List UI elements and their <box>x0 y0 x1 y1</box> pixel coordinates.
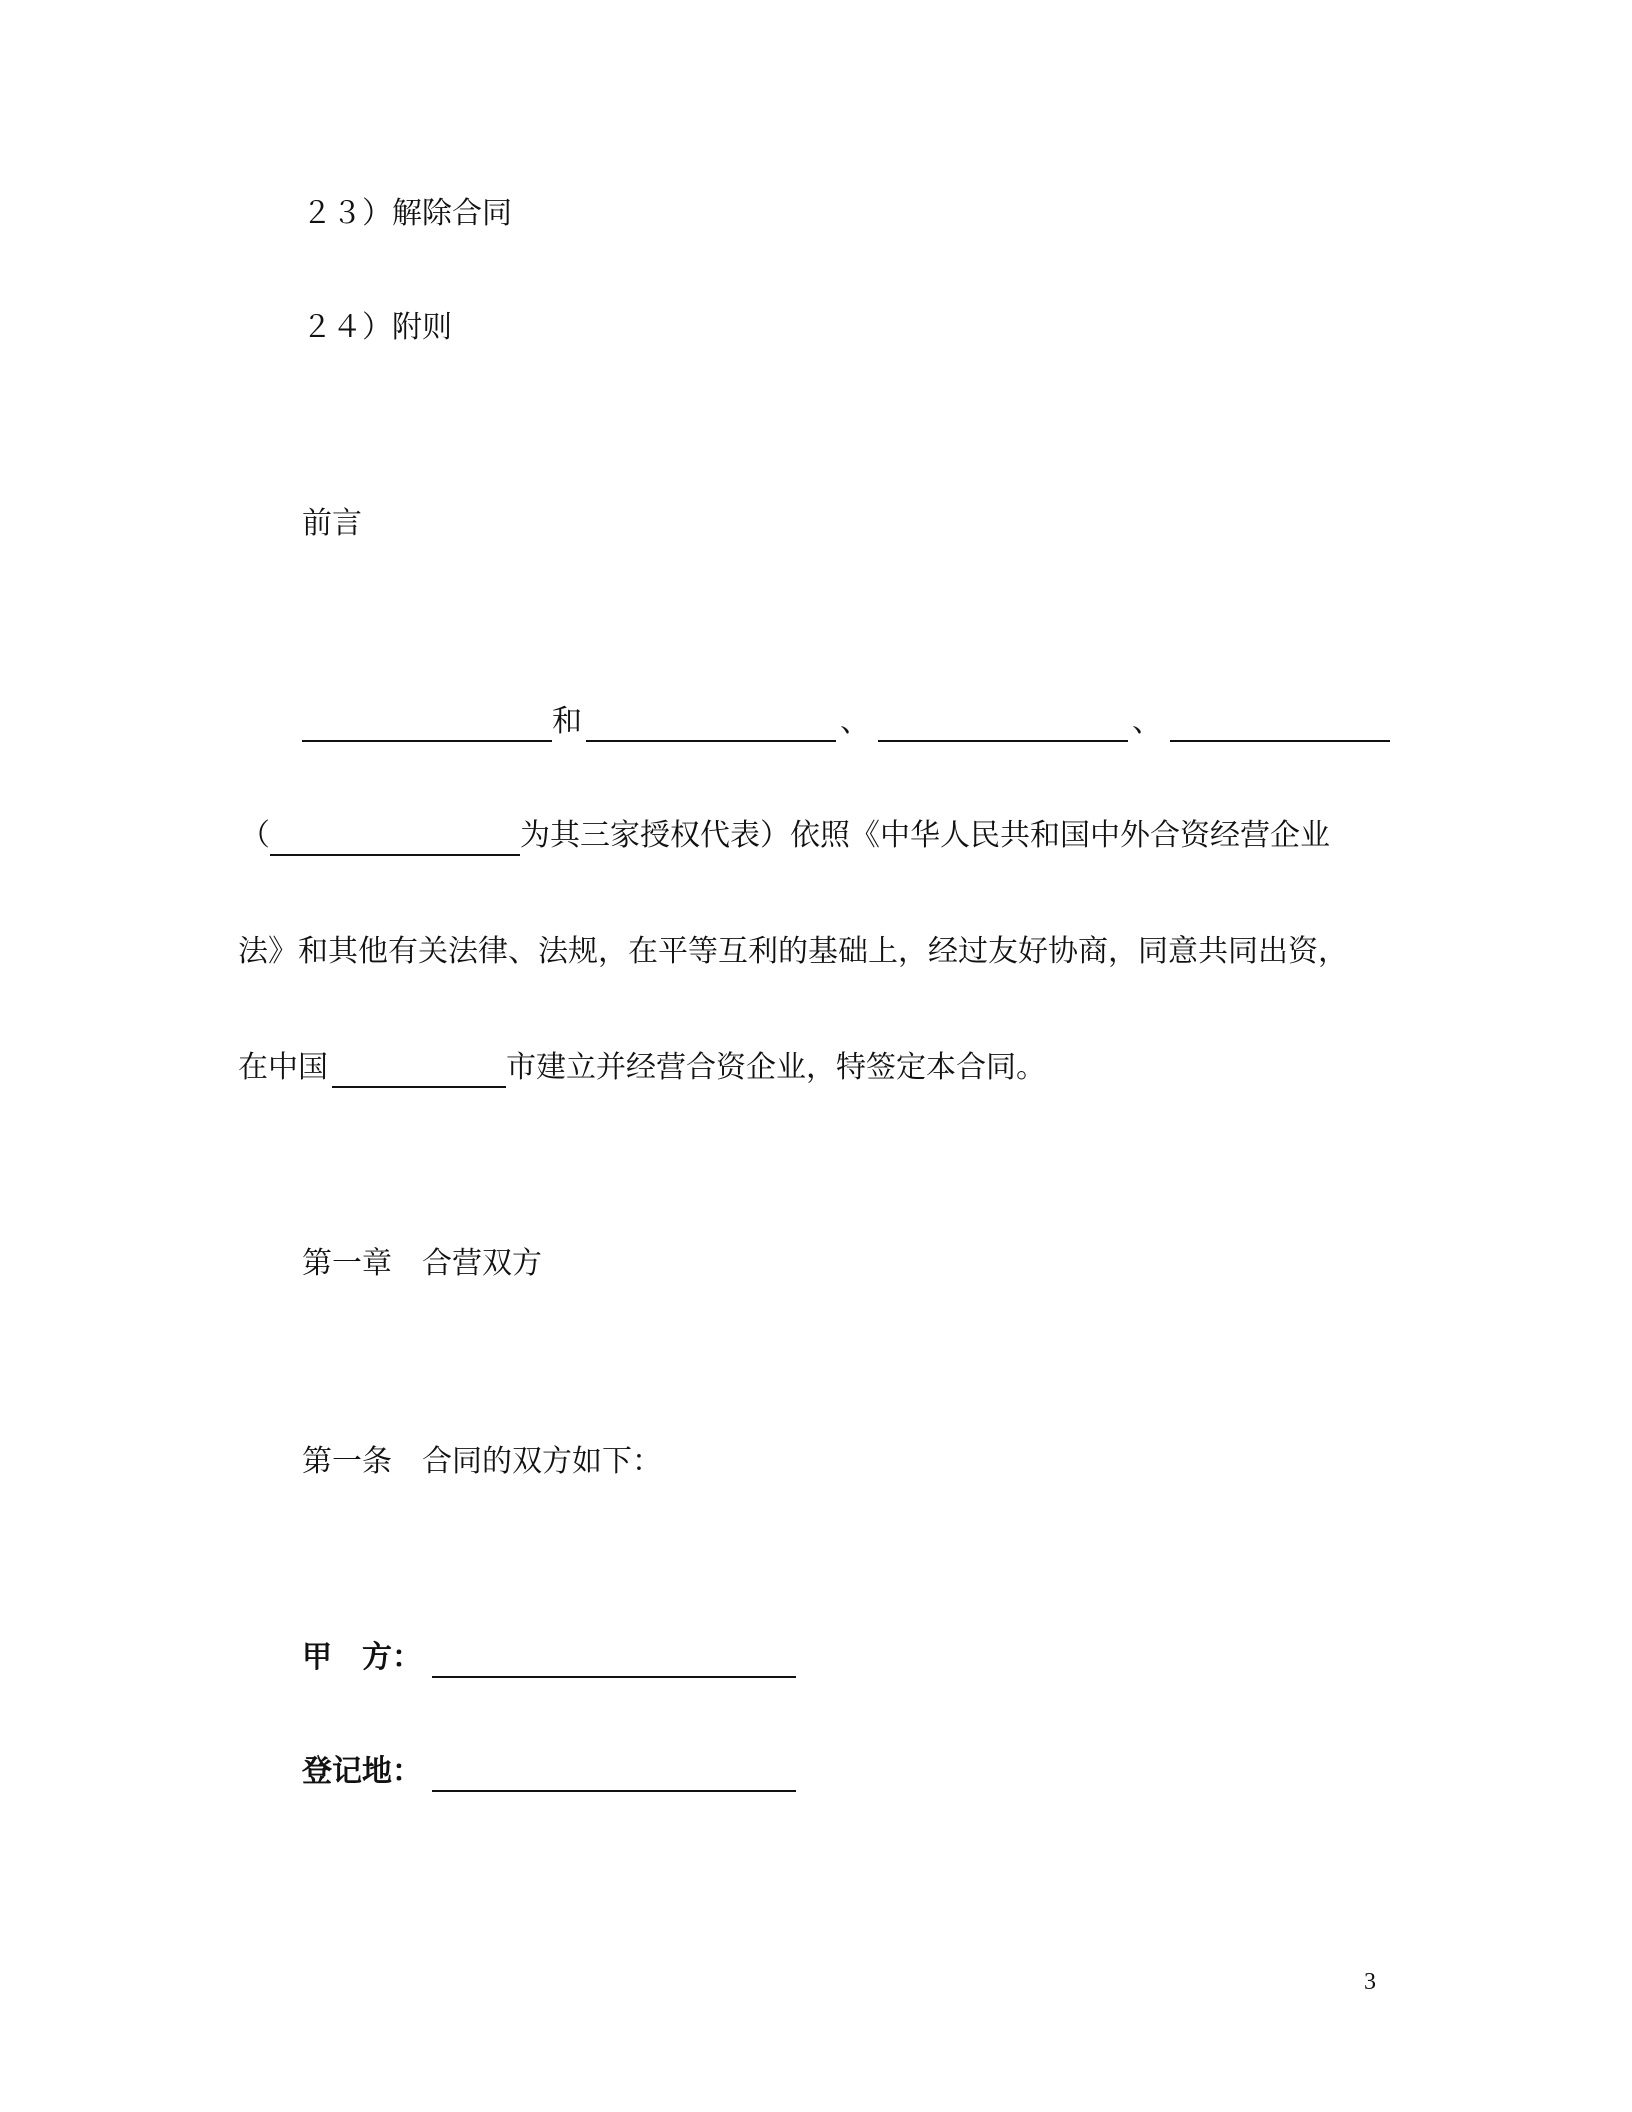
blank-representative <box>270 820 520 856</box>
blank-party-2 <box>586 706 836 742</box>
blank-party-1 <box>302 706 552 742</box>
blank-registration-place <box>432 1756 796 1792</box>
preface-line-4-prefix: 在中国 <box>238 1050 328 1085</box>
blank-city <box>332 1052 506 1088</box>
preface-line-1 <box>302 702 1390 742</box>
chapter-1-heading: 第一章 合营双方 <box>302 1246 542 1281</box>
preface-heading: 前言 <box>302 506 362 541</box>
preface-line-3: 法》和其他有关法律、法规，在平等互利的基础上，经过友好协商，同意共同出资， <box>238 934 1348 969</box>
preface-line-4-suffix: 市建立并经营合资企业，特签定本合同。 <box>506 1050 1046 1085</box>
preface-line-4 <box>238 1048 1046 1088</box>
preface-line-2-text: 为其三家授权代表）依照《中华人民共和国中外合资经营企业 <box>520 818 1330 853</box>
and-text: 和 <box>552 704 582 739</box>
open-paren: （ <box>240 818 270 853</box>
party-a-label: 甲 方： <box>302 1640 422 1675</box>
registration-label: 登记地： <box>302 1754 422 1789</box>
registration-row <box>302 1752 796 1792</box>
separator-1: 、 <box>840 704 870 739</box>
toc-item-24: ２４）附则 <box>302 310 452 345</box>
preface-line-2 <box>240 816 1330 856</box>
article-1-heading: 第一条 合同的双方如下： <box>302 1444 662 1479</box>
blank-party-4 <box>1170 706 1390 742</box>
party-a-row <box>302 1638 796 1678</box>
toc-item-23: ２３）解除合同 <box>302 196 512 231</box>
page-number: 3 <box>1364 1969 1376 1995</box>
blank-party-a-name <box>432 1642 796 1678</box>
blank-party-3 <box>878 706 1128 742</box>
separator-2: 、 <box>1132 704 1162 739</box>
